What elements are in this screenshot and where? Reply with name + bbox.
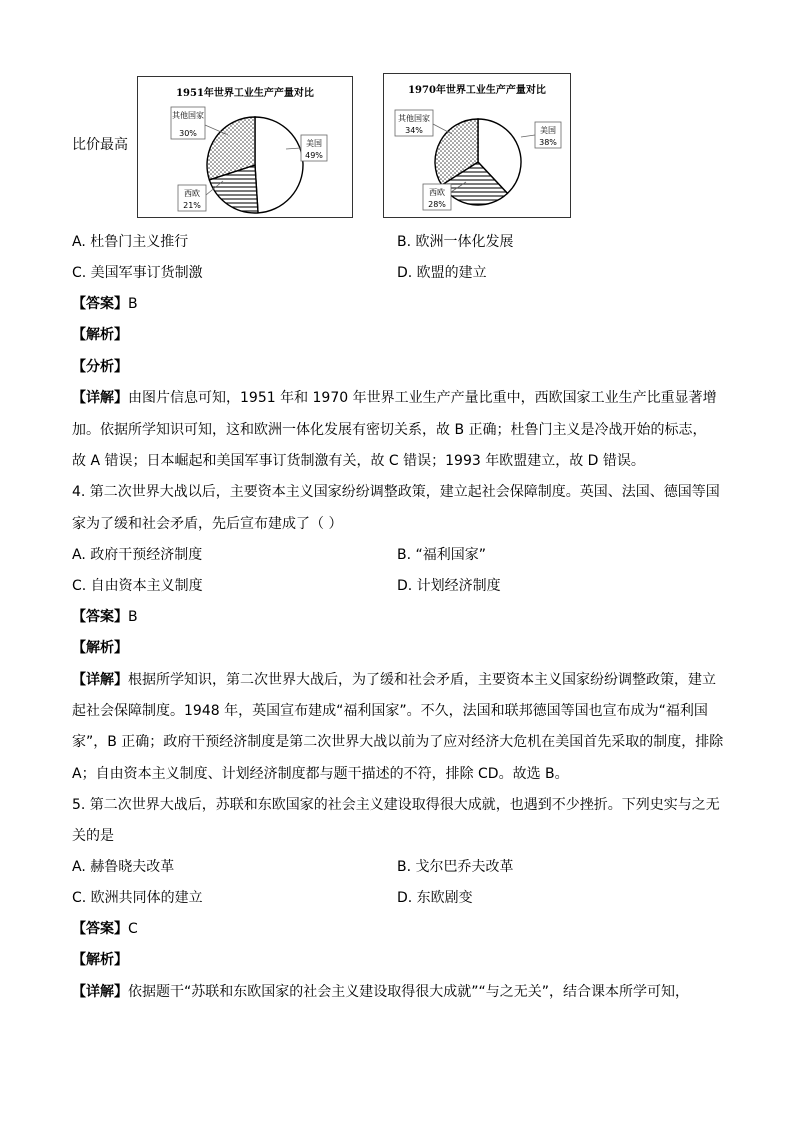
detail-line-2: 加。依据所学知识可知，这和欧洲一体化发展有密切关系，故 B 正确；杜鲁门主义是冷战开始的标志， <box>72 422 707 438</box>
pie-chart-1951-svg <box>138 77 352 217</box>
slice-label-usa: 美国 <box>540 126 556 135</box>
answer-tag: 【答案】 <box>72 609 128 625</box>
detail-line-2: 起社会保障制度。1948 年，英国宣布建成“福利国家”。不久，法国和联邦德国等国也宣布成为“福利国 <box>72 703 708 719</box>
slice-value-others: 34% <box>405 126 423 135</box>
option-d[interactable]: D. 欧盟的建立 <box>397 265 487 281</box>
pie-chart-1970-svg <box>384 74 570 217</box>
option-b[interactable]: B. 戈尔巴乔夫改革 <box>397 859 514 875</box>
slice-value-west-europe: 28% <box>428 200 446 209</box>
detail-line-3: 故 A 错误；日本崛起和美国军事订货制激有关，故 C 错误；1993 年欧盟建立，故 D 错误。 <box>72 453 645 469</box>
answer-value: C <box>128 921 138 937</box>
slice-label-others: 其他国家 <box>172 111 204 120</box>
detail-line-4: A；自由资本主义制度、计划经济制度都与题干描述的不符，排除 CD。故选 B。 <box>72 766 569 782</box>
option-a[interactable]: A. 政府干预经济制度 <box>72 547 203 563</box>
option-c[interactable]: C. 美国军事订货制激 <box>72 265 203 281</box>
option-d[interactable]: D. 计划经济制度 <box>397 578 501 594</box>
detail-line-1: 【详解】根据所学知识，第二次世界大战后，为了缓和社会矛盾，主要资本主义国家纷纷调整政策，建立 <box>72 672 716 688</box>
answer-tag: 【答案】 <box>72 296 128 312</box>
slice-value-others: 30% <box>179 129 197 138</box>
detail-line-1: 【详解】由图片信息可知，1951 年和 1970 年世界工业生产产量比重中，西欧国家工业生产比重显著增 <box>72 390 717 406</box>
slice-value-usa: 38% <box>539 138 557 147</box>
slice-value-usa: 49% <box>305 151 323 160</box>
detail-line-3: 家”，B 正确；政府干预经济制度是第二次世界大战以前为了应对经济大危机在美国首先采取的制度，排除 <box>72 734 724 750</box>
pie-slice-usa <box>255 117 303 213</box>
detail-tag: 【详解】 <box>72 984 128 1000</box>
slice-label-usa: 美国 <box>306 139 322 148</box>
slice-label-west-europe: 西欧 <box>429 188 445 197</box>
pie-chart-1951 <box>137 76 353 218</box>
chart-title: 1951年世界工业生产产量对比 <box>176 88 314 99</box>
question-5-stem-1: 5. 第二次世界大战后，苏联和东欧国家的社会主义建设取得很大成就，也遇到不少挫折。下列史实与之无 <box>72 797 720 813</box>
slice-value-west-europe: 21% <box>183 201 201 210</box>
option-a[interactable]: A. 赫鲁晓夫改革 <box>72 859 175 875</box>
question-4-stem-1: 4. 第二次世界大战以后，主要资本主义国家纷纷调整政策，建立起社会保障制度。英国、法国、德国等国 <box>72 484 720 500</box>
answer-line <box>72 294 138 314</box>
detail-tag: 【详解】 <box>72 390 128 406</box>
option-b[interactable]: B. “福利国家” <box>397 547 487 563</box>
slice-label-others: 其他国家 <box>398 114 430 123</box>
slice-label-west-europe: 西欧 <box>184 189 200 198</box>
option-d[interactable]: D. 东欧剧变 <box>397 890 473 906</box>
answer-value: B <box>128 609 138 625</box>
answer-line <box>72 919 138 939</box>
question-5-stem-2: 关的是 <box>72 828 114 844</box>
detail-line-1: 【详解】依据题干“苏联和东欧国家的社会主义建设取得很大成就”“与之无关”，结合课本所学可知， <box>72 984 690 1000</box>
analysis-tag: 【解析】 <box>72 952 128 968</box>
pie-chart-1970 <box>383 73 571 218</box>
option-c[interactable]: C. 欧洲共同体的建立 <box>72 890 203 906</box>
question-stem-tail: 比价最高 <box>72 137 128 153</box>
answer-line <box>72 607 138 627</box>
answer-tag: 【答案】 <box>72 921 128 937</box>
option-b[interactable]: B. 欧洲一体化发展 <box>397 234 514 250</box>
option-a[interactable]: A. 杜鲁门主义推行 <box>72 234 189 250</box>
analysis-tag: 【解析】 <box>72 640 128 656</box>
detail-tag: 【详解】 <box>72 672 128 688</box>
chart-title: 1970年世界工业生产产量对比 <box>408 85 546 96</box>
option-c[interactable]: C. 自由资本主义制度 <box>72 578 203 594</box>
answer-value: B <box>128 296 138 312</box>
analysis-tag: 【解析】 <box>72 327 128 343</box>
fenxi-tag: 【分析】 <box>72 359 128 375</box>
question-4-stem-2: 家为了缓和社会矛盾，先后宣布建成了（ ） <box>72 516 343 532</box>
